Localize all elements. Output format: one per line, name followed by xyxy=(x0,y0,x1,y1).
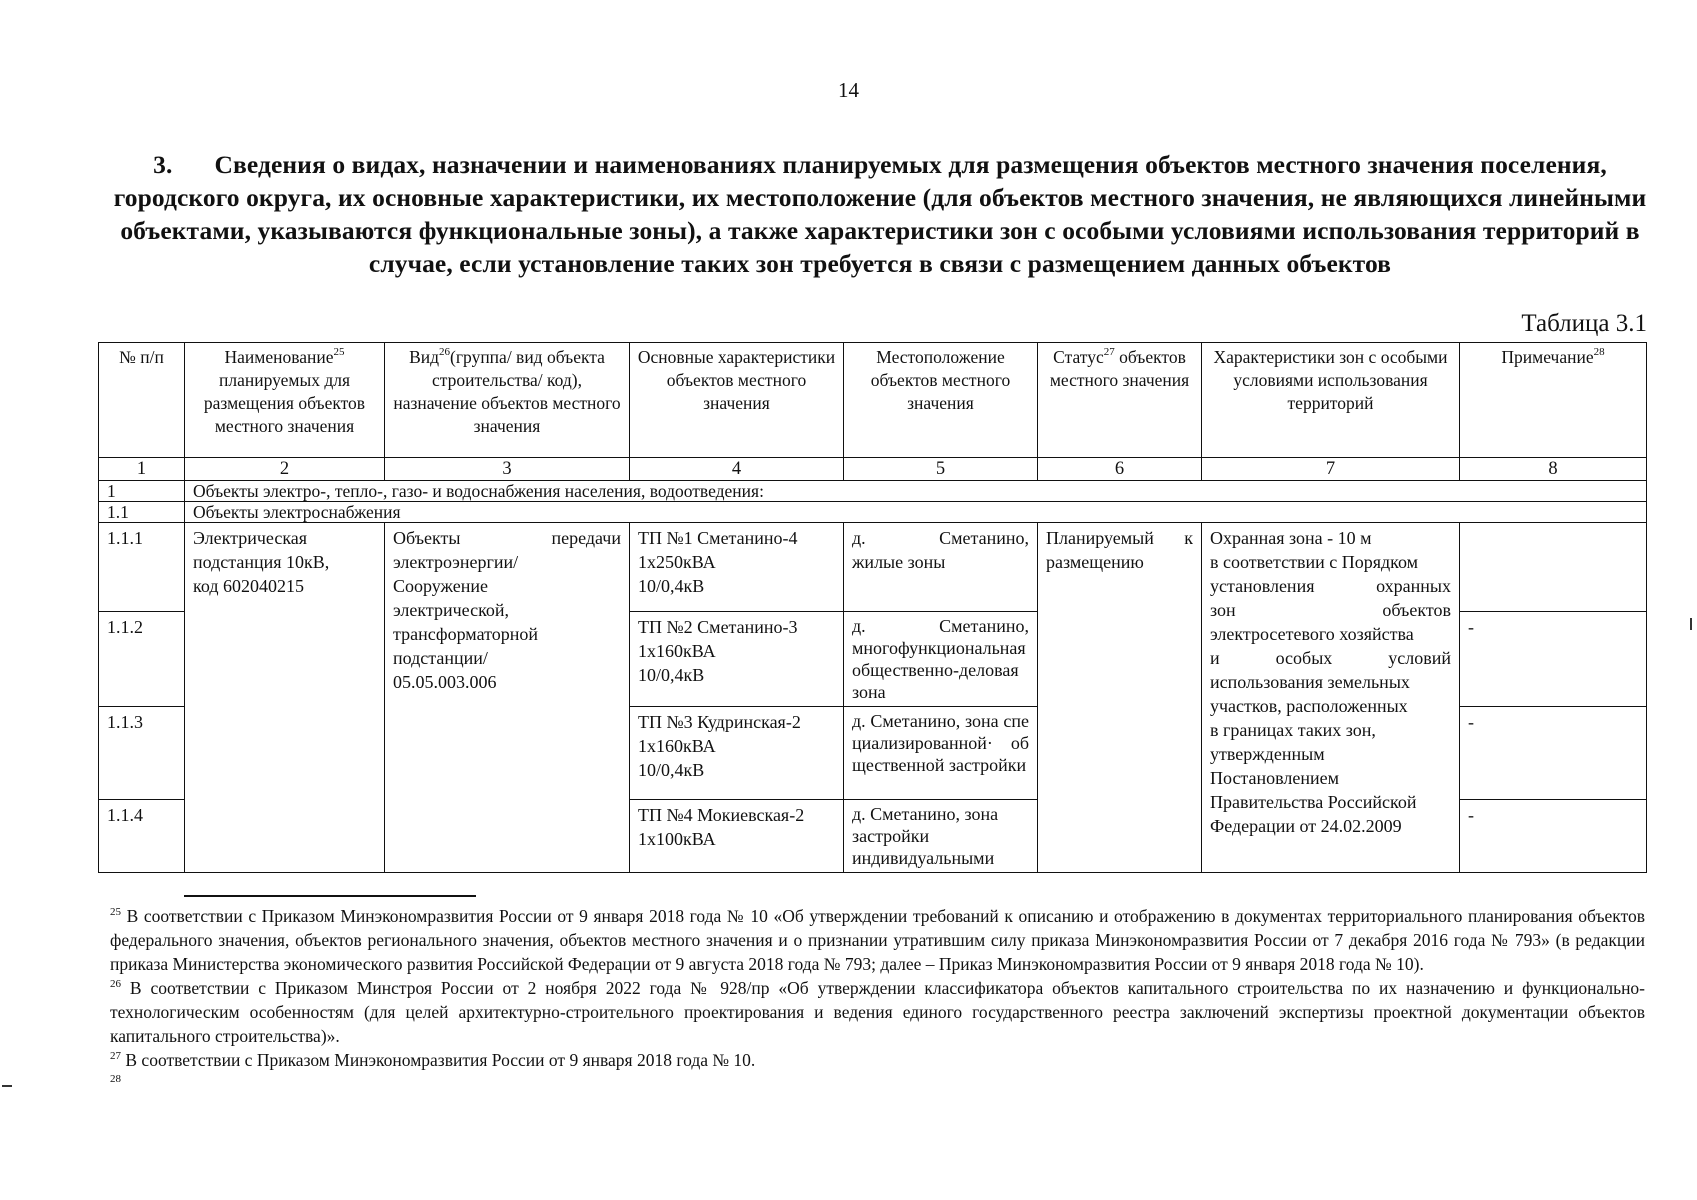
section-num: 1.1 xyxy=(99,502,185,523)
footnote: $^{25}$ В соответствии с Приказом Минэкономразвития России от 9 января 2018 года № 10 «Об утверждении требований к описанию и отображению в документах территориального планирования объектов федерального значения, объектов регионального значения, объектов местного значения и о признании утратившим силу приказа Минэкономразвития России от 7 декабря 2016 года № 793» (в редакции приказа Министерства экономического развития Российской Федерации от 9 августа 2018 года № 793; далее – Приказ Минэкономразвития России от 9 января 2018 года № 10). xyxy=(110,906,1645,974)
table-header-row xyxy=(99,343,1647,458)
footnotes xyxy=(110,904,1645,1086)
header-type: Вид$^{26}$(группа/ вид объекта строительства/ код), назначение объектов местного значения xyxy=(385,343,630,458)
objects-table xyxy=(98,342,1647,873)
zone-characteristics: Охранная зона - 10 м в соответствии с Порядком установления охранных зон объектов электросетевого хозяйства и особых условий использования земельных участков, расположенных в границах таких зон, утвержденным Постановлением Правительства Российской Федерации от 24.02.2009 xyxy=(1202,523,1460,873)
column-number: 3 xyxy=(385,458,630,481)
object-characteristics: ТП №3 Кудринская-2 1х160кВА 10/0,4кВ xyxy=(630,707,844,800)
object-location: д. Сметанино, жилые зоны xyxy=(844,523,1038,612)
margin-mark xyxy=(2,1085,12,1087)
row-num: 1.1.4 xyxy=(99,800,185,873)
column-number: 2 xyxy=(185,458,385,481)
table-row xyxy=(99,523,1647,612)
header-note: Примечание$^{28}$ xyxy=(1460,343,1647,458)
section-number: 3. xyxy=(153,150,173,179)
column-number: 7 xyxy=(1202,458,1460,481)
row-num: 1.1.3 xyxy=(99,707,185,800)
section-label: Объекты электроснабжения xyxy=(185,502,1647,523)
column-number: 8 xyxy=(1460,458,1647,481)
row-note xyxy=(1460,523,1647,612)
row-num: 1.1.1 xyxy=(99,523,185,612)
object-location: д. Сметанино, зона застройки индивидуальными xyxy=(844,800,1038,873)
header-name: Наименование$^{25}$ планируемых для размещения объектов местного значения xyxy=(185,343,385,458)
column-number: 6 xyxy=(1038,458,1202,481)
section-title-text: Сведения о видах, назначении и наименованиях планируемых для размещения объектов местного значения поселения, городского округа, их основные характеристики, их местоположение (для объектов местного значения, не являющихся линейными объектами, указываются функциональные зоны), а также характеристики зон с особыми условиями использования территорий в случае, если установление таких зон требуется в связи с размещением данных объектов xyxy=(113,150,1647,278)
row-num: 1.1.2 xyxy=(99,612,185,707)
header-characteristics: Основные характеристики объектов местного значения xyxy=(630,343,844,458)
object-type: Объекты передачи электроэнергии/ Сооружение электрической, трансформаторной подстанции/ 05.05.003.006 xyxy=(385,523,630,873)
footnote-separator xyxy=(184,895,476,897)
column-number: 1 xyxy=(99,458,185,481)
row-note: - xyxy=(1460,707,1647,800)
header-zones: Характеристики зон с особыми условиями использования территорий xyxy=(1202,343,1460,458)
footnote: 28 xyxy=(110,1073,121,1085)
column-number: 4 xyxy=(630,458,844,481)
object-location: д. Сметанино, многофункциональная общественно-деловая зона xyxy=(844,612,1038,707)
header-location: Местоположение объектов местного значения xyxy=(844,343,1038,458)
object-location: д. Сметанино, зона специализированной· общественной застройки xyxy=(844,707,1038,800)
row-note: - xyxy=(1460,800,1647,873)
object-name: Электрическая подстанция 10кВ, код 602040215 xyxy=(185,523,385,873)
section-label: Объекты электро-, тепло-, газо- и водоснабжения населения, водоотведения: xyxy=(185,481,1647,502)
footnote: $^{27}$ В соответствии с Приказом Минэкономразвития России от 9 января 2018 года № 10. xyxy=(110,1050,756,1070)
object-characteristics: ТП №2 Сметанино-3 1х160кВА 10/0,4кВ xyxy=(630,612,844,707)
page-number: 14 xyxy=(838,78,859,102)
section-row xyxy=(99,502,1647,523)
object-status: Планируемый к размещению xyxy=(1038,523,1202,873)
column-number: 5 xyxy=(844,458,1038,481)
object-characteristics: ТП №4 Мокиевская-2 1х100кВА xyxy=(630,800,844,873)
table-caption: Таблица 3.1 xyxy=(1521,310,1647,337)
header-num: № п/п xyxy=(99,343,185,458)
section-row xyxy=(99,481,1647,502)
footnote: $^{26}$ В соответствии с Приказом Минстроя России от 2 ноября 2022 года № 928/пр «Об утверждении классификатора объектов капитального строительства по их назначению и функционально-технологическим особенностям (для целей архитектурно-строительного проектирования и ведения единого государственного реестра заключений экспертизы проектной документации объектов капитального строительства)». xyxy=(110,978,1646,1046)
margin-mark xyxy=(1690,618,1692,630)
row-note: - xyxy=(1460,612,1647,707)
header-status: Статус$^{27}$ объектов местного значения xyxy=(1038,343,1202,458)
column-number-row xyxy=(99,458,1647,481)
section-title xyxy=(105,148,1655,280)
section-num: 1 xyxy=(99,481,185,502)
object-characteristics: ТП №1 Сметанино-4 1х250кВА 10/0,4кВ xyxy=(630,523,844,612)
